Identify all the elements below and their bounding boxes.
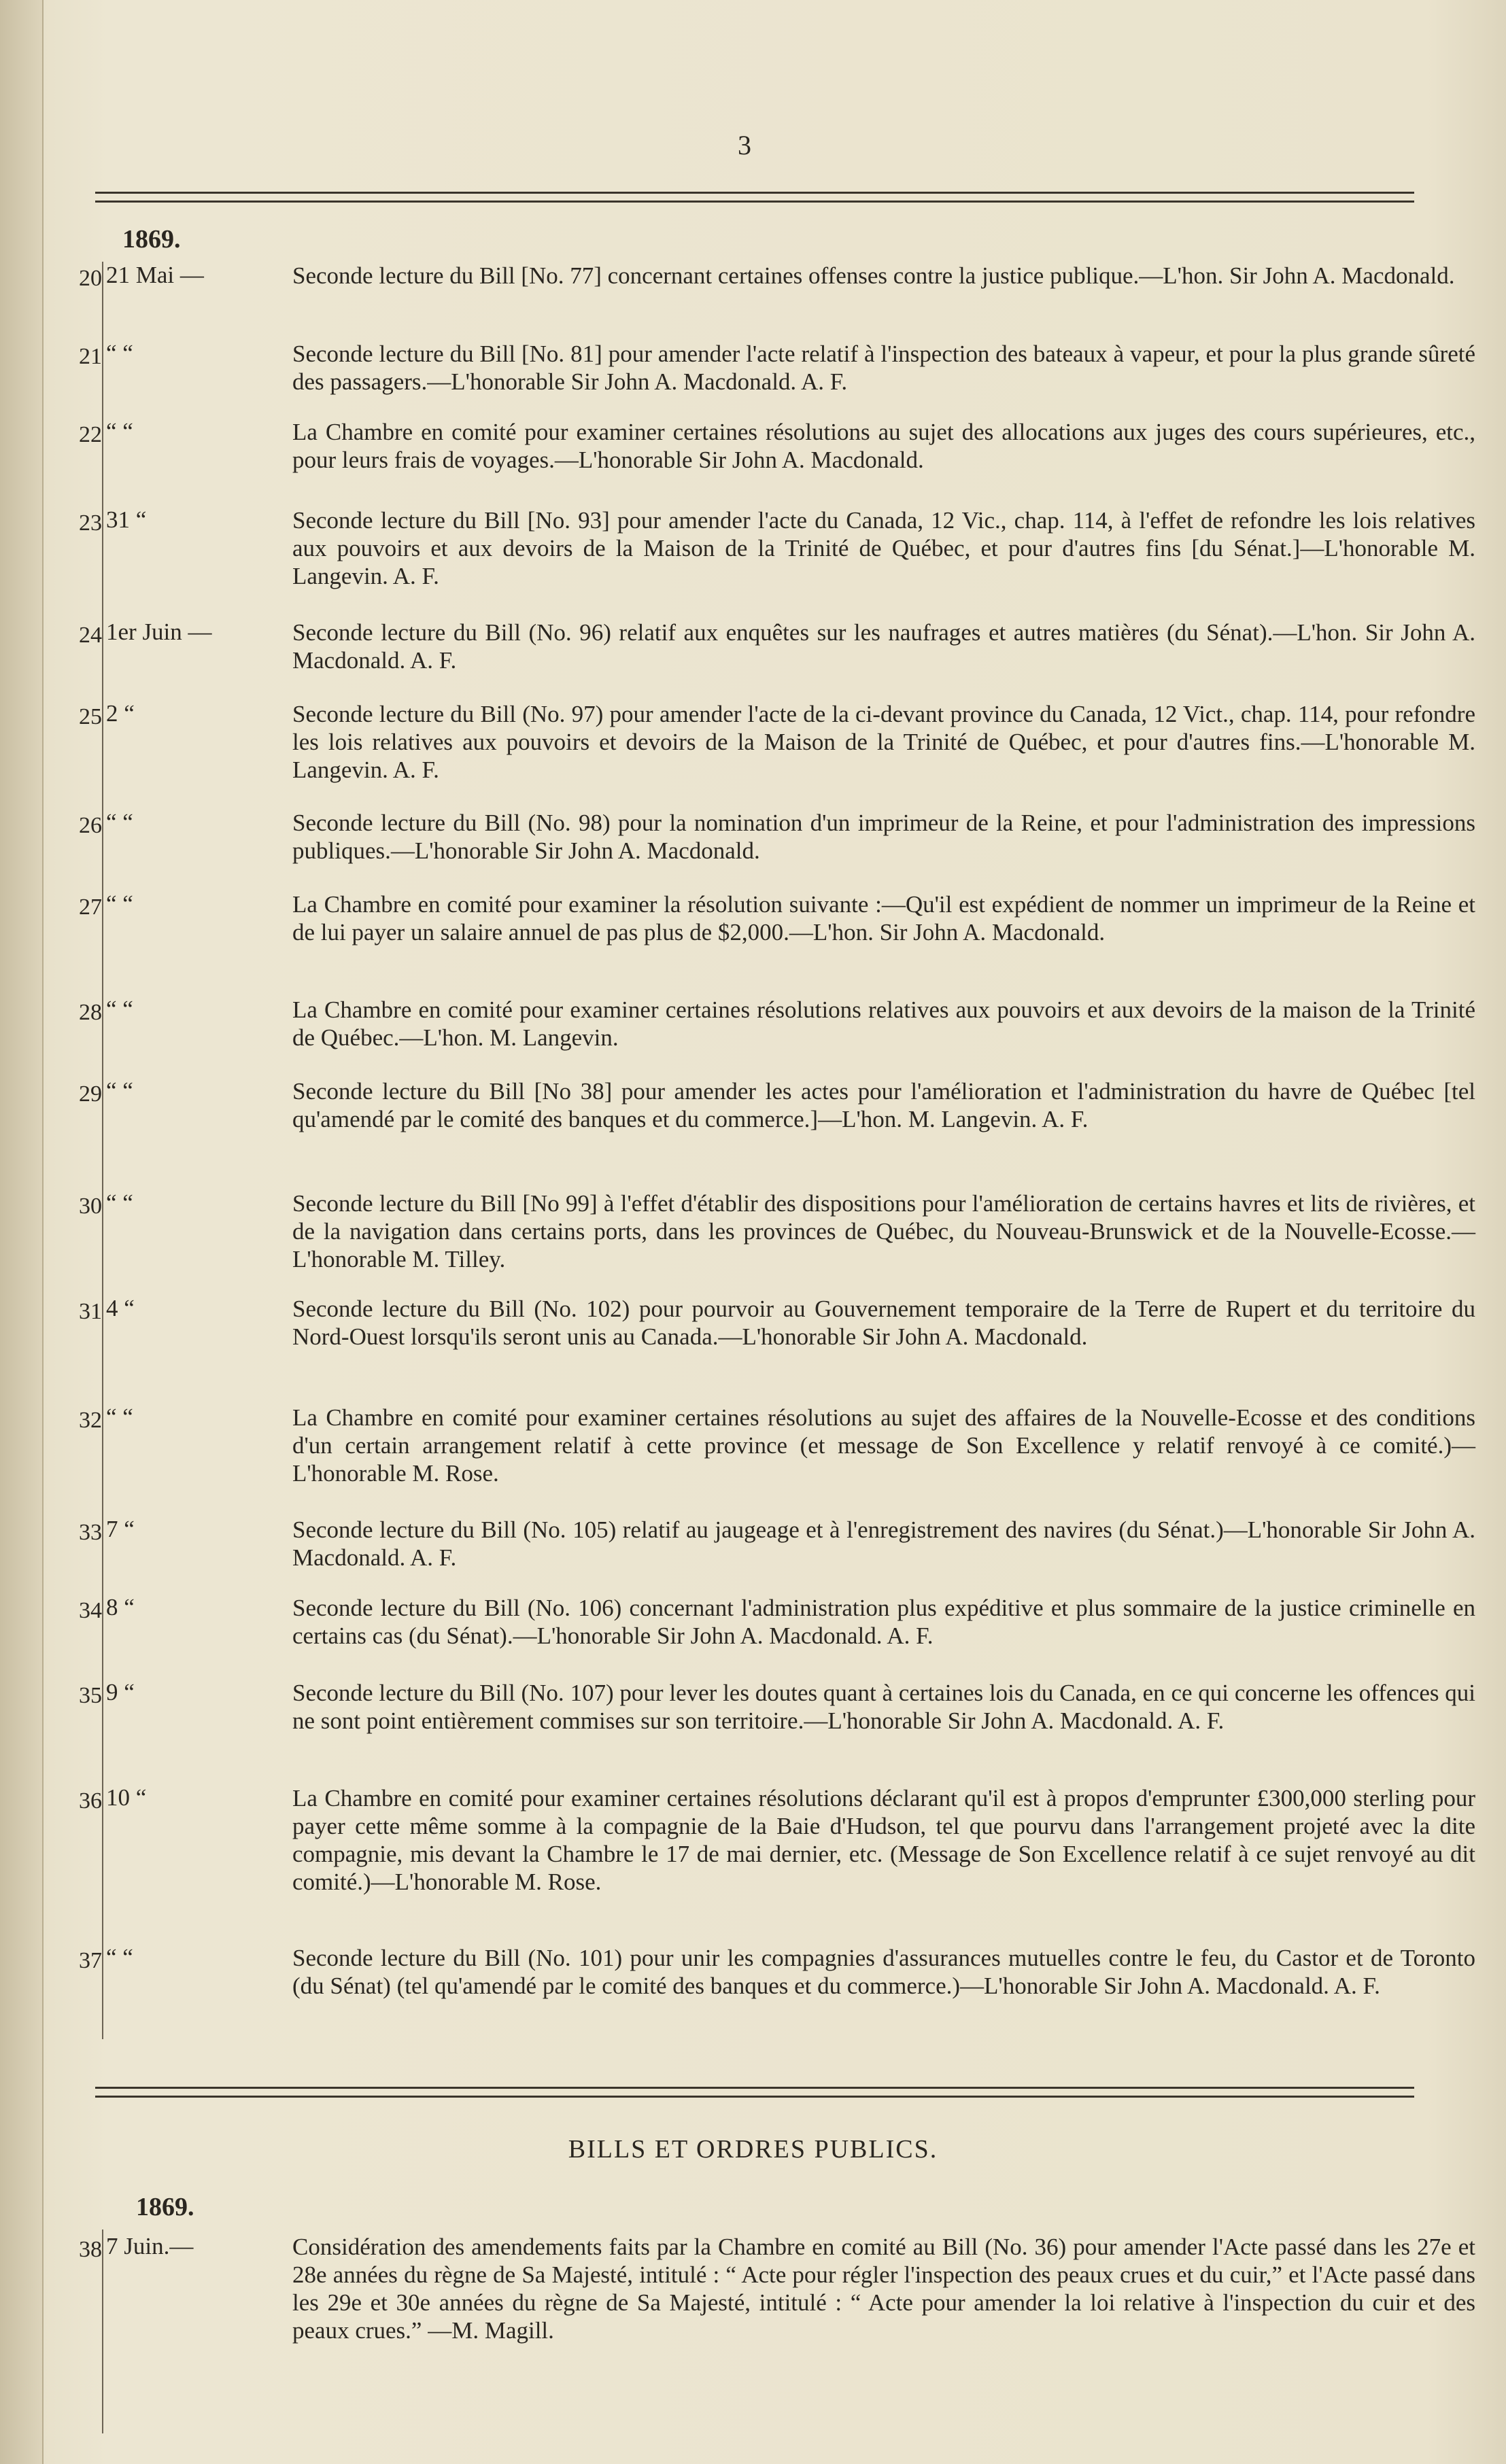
- entry-text: Seconde lecture du Bill (No. 98) pour la nomination d'un imprimeur de la Reine, et pour l'administration des impressions publiques.—L'honorable Sir John A. Macdonald.: [292, 810, 1475, 864]
- entry-date: 31 “: [106, 506, 147, 533]
- entry-number: 20: [79, 266, 102, 291]
- entry-text: Seconde lecture du Bill [No 38] pour amender les actes pour l'amélioration et l'administration du havre de Québec [tel qu'amendé par le comité des banques et du commerce.]—L'hon. M. Langevin. A. F.: [292, 1078, 1475, 1132]
- entry-number: 23: [79, 510, 102, 536]
- entry-number: 29: [79, 1081, 102, 1107]
- entry-text: Seconde lecture du Bill [No. 81] pour amender l'acte relatif à l'inspection des bateaux à vapeur, et pour la plus grande sûreté des passagers.—L'honorable Sir John A. Macdonald. A. F.: [292, 341, 1475, 395]
- page-number: 3: [738, 130, 751, 160]
- entry-date: “ “: [106, 890, 133, 917]
- entry-text: Seconde lecture du Bill [No. 77] concernant certaines offenses contre la justice publique.—L'hon. Sir John A. Macdonald.: [292, 262, 1455, 289]
- entry-text: Seconde lecture du Bill (No. 96) relatif aux enquêtes sur les naufrages et autres matières (du Sénat).—L'hon. Sir John A. Macdonald. A. F.: [292, 619, 1475, 674]
- section2-year: 1869.: [136, 2193, 194, 2221]
- entry-date: “ “: [106, 996, 133, 1022]
- entry-number: 35: [79, 1683, 102, 1708]
- entry-date: 7 “: [106, 1516, 135, 1542]
- entry-text: La Chambre en comité pour examiner certaines résolutions relatives aux pouvoirs et aux devoirs de la maison de la Trinité de Québec.—L'hon. M. Langevin.: [292, 996, 1475, 1051]
- entry-number: 32: [79, 1408, 102, 1433]
- entry-date: 2 “: [106, 700, 135, 727]
- header-rule: [95, 192, 1414, 203]
- entry-number: 27: [79, 895, 102, 920]
- entry-date: 7 Juin.—: [106, 2233, 194, 2259]
- binding-margin: [0, 0, 44, 2464]
- entry-number: 33: [79, 1520, 102, 1545]
- entry-date: 9 “: [106, 1679, 135, 1705]
- entry-date: 21 Mai —: [106, 262, 204, 288]
- entry-date: 10 “: [106, 1784, 147, 1811]
- entry-gutter-line: [102, 262, 103, 2039]
- entry-number: 37: [79, 1948, 102, 1973]
- entry-number: 21: [79, 344, 102, 369]
- entry-date: “ “: [106, 809, 133, 835]
- entry-text: Seconde lecture du Bill [No 99] à l'effet d'établir des dispositions pour l'amélioration de certains havres et lits de rivières, et de la navigation dans certains ports, dans les provinces de Québec, du Nouveau-Brunswick et de la Nouvelle-Ecosse.—L'honorable M. Tilley.: [292, 1190, 1475, 1272]
- entry-date: 1er Juin —: [106, 619, 212, 645]
- entry-number: 34: [79, 1598, 102, 1623]
- entry-text: Considération des amendements faits par la Chambre en comité au Bill (No. 36) pour amender l'Acte passé dans les 27e et 28e années du règne de Sa Majesté, intitulé : “ Acte pour régler l'inspection des peaux crues et du cuir,” et l'Acte passé dans les 29e et 30e années du règne de Sa Majesté, intitulé : “ Acte pour amender la loi relative à l'inspection du cuir et des peaux crues.” —M. Magill.: [292, 2234, 1475, 2344]
- entry-date: “ “: [106, 1944, 133, 1971]
- entry-text: La Chambre en comité pour examiner certaines résolutions déclarant qu'il est à propos d'emprunter £300,000 sterling pour payer cette même somme à la compagnie de la Baie d'Hudson, tel que pourvu dans l'arrangement projeté avec la dite compagnie, mis devant la Chambre le 17 de mai dernier, etc. (Message de Son Excellence relatif à ce sujet renvoyé au dit comité.)—L'honorable M. Rose.: [292, 1785, 1475, 1895]
- entry-date: 8 “: [106, 1594, 135, 1620]
- entry-number: 26: [79, 813, 102, 838]
- entry-number: 25: [79, 704, 102, 729]
- entry-text: Seconde lecture du Bill (No. 106) concernant l'administration plus expéditive et plus sommaire de la justice criminelle en certains cas (du Sénat).—L'honorable Sir John A. Macdonald. A. F.: [292, 1595, 1475, 1649]
- entry-number: 28: [79, 1000, 102, 1025]
- entry-text: Seconde lecture du Bill [No. 93] pour amender l'acte du Canada, 12 Vic., chap. 114, à l'effet de refondre les lois relatives aux pouvoirs et aux devoirs de la Maison de la Trinité de Québec, et pour d'autres fins [du Sénat.]—L'honorable M. Langevin. A. F.: [292, 507, 1475, 589]
- entry-date: 4 “: [106, 1295, 135, 1321]
- entry-date: “ “: [106, 418, 133, 445]
- entry-text: Seconde lecture du Bill (No. 105) relatif au jaugeage et à l'enregistrement des navires (du Sénat.)—L'honorable Sir John A. Macdonald. A. F.: [292, 1516, 1475, 1571]
- entry-date: “ “: [106, 340, 133, 366]
- entry-text: La Chambre en comité pour examiner la résolution suivante :—Qu'il est expédient de nommer un imprimeur de la Reine et de lui payer un salaire annuel de pas plus de $2,000.—L'hon. Sir John A. Macdonald.: [292, 891, 1475, 945]
- entry-date: “ “: [106, 1404, 133, 1430]
- entry-date: “ “: [106, 1077, 133, 1104]
- entry-number: 36: [79, 1788, 102, 1814]
- entry-text: Seconde lecture du Bill (No. 101) pour unir les compagnies d'assurances mutuelles contre le feu, du Castor et de Toronto (du Sénat) (tel qu'amendé par le comité des banques et du commerce.)—L'honorable Sir John A. Macdonald. A. F.: [292, 1945, 1475, 1999]
- entry-text: Seconde lecture du Bill (No. 102) pour pourvoir au Gouvernement temporaire de la Terre de Rupert et du territoire du Nord-Ouest lorsqu'ils seront unis au Canada.—L'honorable Sir John A. Macdonald.: [292, 1296, 1475, 1350]
- entry-text: Seconde lecture du Bill (No. 107) pour lever les doutes quant à certaines lois du Canada, en ce qui concerne les offences qui ne sont point entièrement commises sur son territoire.—L'honorable Sir John A. Macdonald. A. F.: [292, 1680, 1475, 1734]
- section2-title: BILLS ET ORDRES PUBLICS.: [568, 2135, 938, 2164]
- entry-text: Seconde lecture du Bill (No. 97) pour amender l'acte de la ci-devant province du Canada, 12 Vict., chap. 114, pour refondre les lois relatives aux pouvoirs et devoirs de la Maison de la Trinité de Québec, et pour d'autres fins.—L'honorable M. Langevin. A. F.: [292, 701, 1475, 783]
- entry-gutter-line-2: [102, 2229, 103, 2433]
- entry-number: 24: [79, 623, 102, 648]
- entry-number: 38: [79, 2237, 102, 2262]
- entry-number: 30: [79, 1194, 102, 1219]
- entry-date: “ “: [106, 1190, 133, 1216]
- entry-text: La Chambre en comité pour examiner certaines résolutions au sujet des affaires de la Nouvelle-Ecosse et des conditions d'un certain arrangement relatif à cette province (et message de Son Excellence y relatif renvoyé à ce comité.)—L'honorable M. Rose.: [292, 1404, 1475, 1487]
- entry-number: 22: [79, 422, 102, 447]
- section-divider-rule: [95, 2087, 1414, 2098]
- entry-number: 31: [79, 1299, 102, 1324]
- entry-text: La Chambre en comité pour examiner certaines résolutions au sujet des allocations aux juges des cours supérieures, etc., pour leurs frais de voyages.—L'honorable Sir John A. Macdonald.: [292, 419, 1475, 473]
- section1-year: 1869.: [122, 225, 181, 254]
